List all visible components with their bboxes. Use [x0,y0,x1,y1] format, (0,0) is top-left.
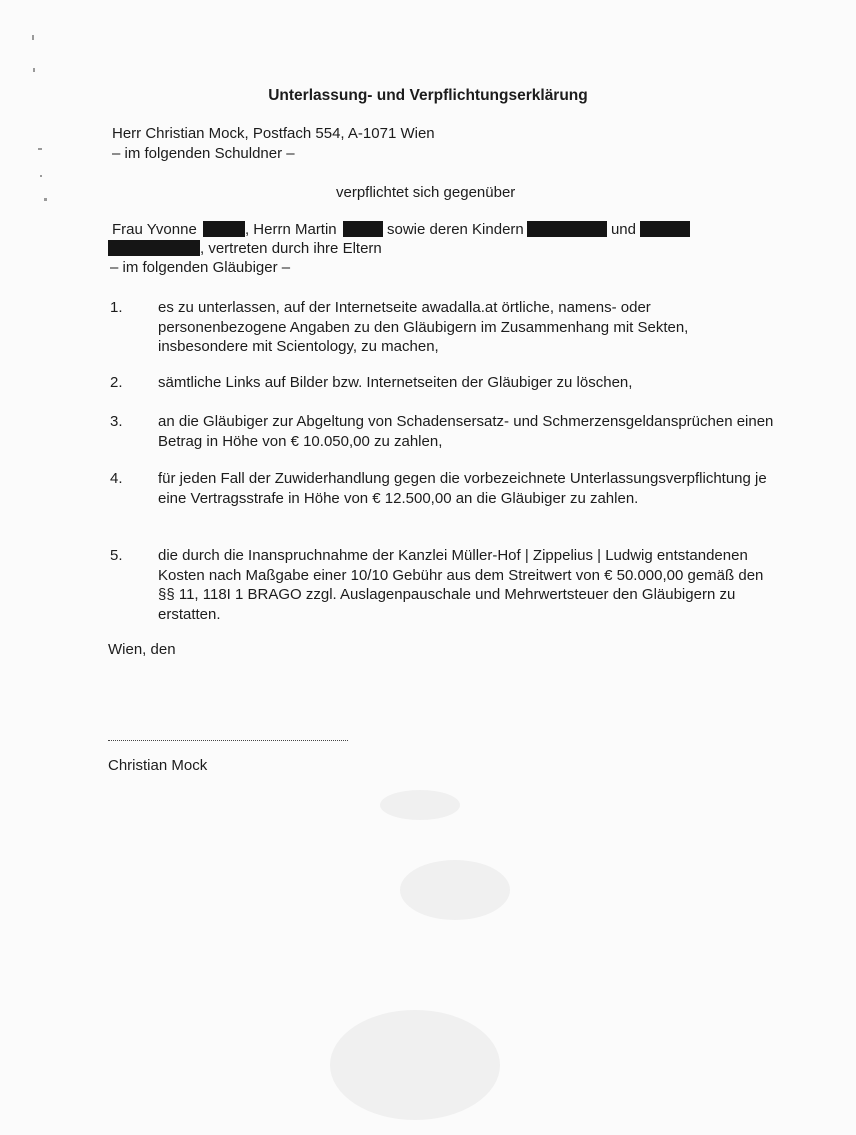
scan-mark [40,175,42,177]
scan-mark [32,35,34,40]
creditors-line-1 [112,220,690,239]
list-item [110,546,770,626]
item-text: sämtliche Links auf Bilder bzw. Internetseiten der Gläubiger zu löschen, [158,374,633,391]
commitment-line: verpflichtet sich gegenüber [336,184,516,201]
item-number: 1. [110,299,123,316]
scan-smudge [380,790,460,820]
scan-smudge [400,860,510,920]
item-text: für jeden Fall der Zuwiderhandlung gegen die vorbezeichnete Unterlassungsverpflichtung je eine Vertragsstrafe in Höhe von € 12.500,00 an die Gläubiger zu zahlen. [158,470,767,507]
signature-name: Christian Mock [108,757,208,774]
document-title: Unterlassung- und Verpflichtungserklärung [268,87,588,104]
creditor-und: und [610,221,636,238]
scan-mark [44,198,47,201]
creditors-line-2 [108,239,382,258]
item-text: die durch die Inanspruchnahme der Kanzlei Müller-Hof | Zippelius | Ludwig entstandenen Kosten nach Maßgabe einer 10/10 Gebühr aus dem Streitwert von € 50.000,00 gemäß den §§ 11, 118I 1 BRAGO zzgl. Auslagenpauschale und Mehrwertsteuer den Gläubigern zu erstatten. [158,547,764,623]
item-text: an die Gläubiger zur Abgeltung von Schadensersatz- und Schmerzensgeldansprüchen einen Betrag in Höhe von € 10.050,00 zu zahlen, [158,413,774,450]
item-number: 2. [110,374,123,391]
signature-line [108,740,348,741]
list-item [110,469,770,529]
redaction-bar [203,221,245,237]
list-item [110,412,774,452]
item-number: 3. [110,413,123,430]
scan-mark [33,68,35,72]
creditors-role: – im folgenden Gläubiger – [110,259,291,276]
debtor-address: Herr Christian Mock, Postfach 554, A-1071 Wien [112,125,435,142]
item-number: 4. [110,470,123,487]
creditor-kinder: sowie deren Kindern [387,221,524,238]
redaction-bar [527,221,607,237]
creditor-frau: Frau Yvonne [112,221,197,238]
list-item [110,298,770,358]
scan-mark [38,148,42,150]
list-item [110,373,770,395]
scan-smudge [330,1010,500,1120]
redaction-bar [343,221,383,237]
creditor-vertreten: , vertreten durch ihre Eltern [200,240,382,257]
place-date: Wien, den [108,641,176,658]
redaction-bar [640,221,690,237]
redaction-bar [108,240,200,256]
item-number: 5. [110,547,123,564]
debtor-role: – im folgenden Schuldner – [112,145,295,162]
item-text: es zu unterlassen, auf der Internetseite awadalla.at örtliche, namens- oder personenbezogene Angaben zu den Gläubigern im Zusammenhang mit Sekten, insbesondere mit Scientology, zu machen, [158,299,689,355]
creditor-herrn: , Herrn Martin [244,221,337,238]
